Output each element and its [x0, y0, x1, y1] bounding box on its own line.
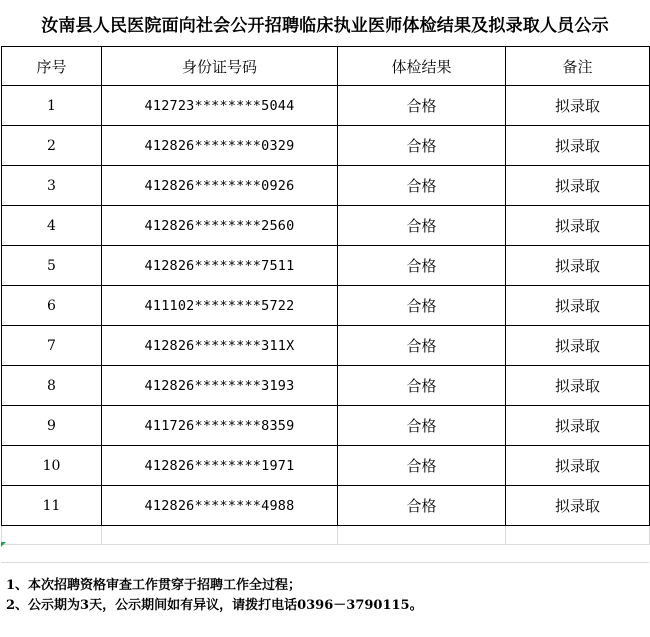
table-row [2, 486, 650, 526]
cell-exam-result: 合格 [338, 166, 506, 206]
cell-id-number: 412826********1971 [102, 446, 338, 486]
table-row [2, 286, 650, 326]
cell-exam-result: 合格 [338, 286, 506, 326]
cell-remark: 拟录取 [506, 286, 650, 326]
cell-serial: 3 [2, 166, 102, 206]
header-serial: 序号 [2, 47, 102, 86]
cell-serial: 5 [2, 246, 102, 286]
note-line: 2、公示期为3天，公示期间如有异议，请拨打电话0396－3790115。 [6, 598, 423, 613]
cell-exam-result: 合格 [338, 406, 506, 446]
cell-exam-result: 合格 [338, 486, 506, 526]
cell-exam-result: 合格 [338, 366, 506, 406]
cell-remark: 拟录取 [506, 246, 650, 286]
table-row [2, 446, 650, 486]
cell-id-number: 412826********3193 [102, 366, 338, 406]
empty-cell [506, 526, 650, 545]
cell-serial: 8 [2, 366, 102, 406]
table-row [2, 126, 650, 166]
cell-remark: 拟录取 [506, 366, 650, 406]
table-row [2, 366, 650, 406]
cell-remark: 拟录取 [506, 486, 650, 526]
header-id-number: 身份证号码 [102, 47, 338, 86]
table-row [2, 206, 650, 246]
cell-id-number: 411726********8359 [102, 406, 338, 446]
cell-remark: 拟录取 [506, 326, 650, 366]
cell-remark: 拟录取 [506, 126, 650, 166]
cell-exam-result: 合格 [338, 326, 506, 366]
sheet-gridline [1, 562, 649, 563]
cell-id-number: 412826********2560 [102, 206, 338, 246]
table-row [2, 166, 650, 206]
cell-serial: 10 [2, 446, 102, 486]
cell-serial: 9 [2, 406, 102, 446]
empty-cell [2, 526, 102, 545]
note-line: 1、本次招聘资格审查工作贯穿于招聘工作全过程； [6, 578, 302, 593]
cell-remark: 拟录取 [506, 406, 650, 446]
cell-exam-result: 合格 [338, 86, 506, 126]
cell-serial: 1 [2, 86, 102, 126]
cell-marker [1, 542, 6, 547]
table-row [2, 246, 650, 286]
cell-id-number: 412826********0926 [102, 166, 338, 206]
cell-id-number: 411102********5722 [102, 286, 338, 326]
cell-remark: 拟录取 [506, 86, 650, 126]
cell-exam-result: 合格 [338, 206, 506, 246]
table-row [2, 326, 650, 366]
cell-serial: 6 [2, 286, 102, 326]
cell-id-number: 412826********4988 [102, 486, 338, 526]
table-row [2, 406, 650, 446]
cell-serial: 7 [2, 326, 102, 366]
results-table [1, 46, 650, 545]
cell-remark: 拟录取 [506, 206, 650, 246]
cell-id-number: 412723********5044 [102, 86, 338, 126]
empty-cell [338, 526, 506, 545]
cell-serial: 4 [2, 206, 102, 246]
header-exam-result: 体检结果 [338, 47, 506, 86]
cell-exam-result: 合格 [338, 126, 506, 166]
header-remark: 备注 [506, 47, 650, 86]
cell-id-number: 412826********311X [102, 326, 338, 366]
cell-serial: 11 [2, 486, 102, 526]
cell-exam-result: 合格 [338, 246, 506, 286]
cell-exam-result: 合格 [338, 446, 506, 486]
table-header-row [2, 47, 650, 86]
table-row [2, 86, 650, 126]
cell-remark: 拟录取 [506, 446, 650, 486]
cell-id-number: 412826********7511 [102, 246, 338, 286]
page-title: 汝南县人民医院面向社会公开招聘临床执业医师体检结果及拟录取人员公示 [41, 15, 609, 36]
cell-id-number: 412826********0329 [102, 126, 338, 166]
cell-serial: 2 [2, 126, 102, 166]
notes [6, 576, 646, 616]
empty-row [2, 526, 650, 545]
empty-cell [102, 526, 338, 545]
cell-remark: 拟录取 [506, 166, 650, 206]
